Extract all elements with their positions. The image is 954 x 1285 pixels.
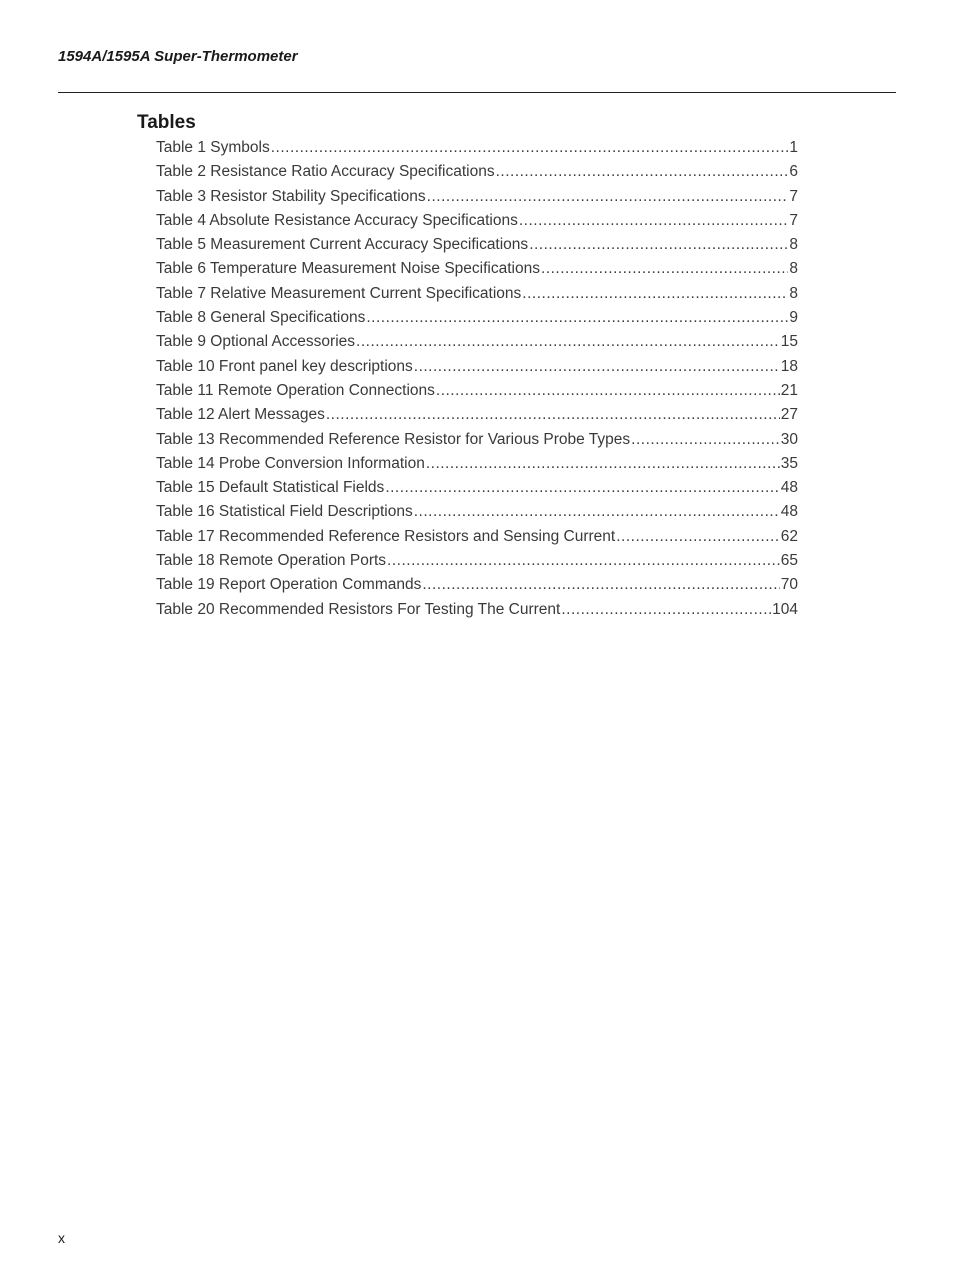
toc-entry-page: 8 <box>789 260 798 278</box>
dot-leader <box>496 163 789 181</box>
toc-entry-title: Table 8 General Specifications <box>156 309 366 327</box>
dot-leader <box>529 236 788 254</box>
toc-entry[interactable] <box>156 601 798 625</box>
toc-entry-page: 18 <box>780 357 798 375</box>
dot-leader <box>522 285 788 303</box>
toc-entry-page: 65 <box>780 552 798 570</box>
dot-leader <box>616 528 780 546</box>
toc-entry[interactable] <box>156 188 798 212</box>
toc-entry-page: 30 <box>780 430 798 448</box>
dot-leader <box>436 382 780 400</box>
toc-entry-page: 27 <box>780 406 798 424</box>
toc-entry[interactable] <box>156 503 798 527</box>
toc-entry[interactable] <box>156 479 798 503</box>
toc-entry-title: Table 11 Remote Operation Connections <box>156 381 435 399</box>
dot-leader <box>561 601 771 619</box>
toc-entry[interactable] <box>156 406 798 430</box>
toc-entry[interactable] <box>156 382 798 406</box>
toc-entry-page: 1 <box>789 139 798 156</box>
toc-entry[interactable] <box>156 285 798 309</box>
toc-entry-title: Table 20 Recommended Resistors For Testing The Current <box>156 600 561 618</box>
dot-leader <box>422 576 779 594</box>
toc-entry-page: 7 <box>789 211 798 229</box>
toc-entry-title: Table 10 Front panel key descriptions <box>156 357 413 375</box>
toc-entry[interactable] <box>156 309 798 333</box>
tables-list <box>156 139 798 625</box>
toc-entry-title: Table 16 Statistical Field Descriptions <box>156 503 413 521</box>
toc-entry-page: 8 <box>789 236 798 254</box>
toc-entry-page: 6 <box>789 163 798 181</box>
toc-entry-title: Table 6 Temperature Measurement Noise Specifications <box>156 260 540 278</box>
dot-leader <box>387 552 780 570</box>
toc-entry[interactable] <box>156 333 798 357</box>
toc-entry-page: 15 <box>780 333 798 351</box>
toc-entry-title: Table 12 Alert Messages <box>156 406 325 424</box>
toc-entry-title: Table 3 Resistor Stability Specifications <box>156 187 426 205</box>
toc-entry-title: Table 5 Measurement Current Accuracy Specifications <box>156 236 529 254</box>
toc-entry-page: 48 <box>780 503 798 521</box>
toc-entry-title: Table 14 Probe Conversion Information <box>156 454 425 472</box>
toc-entry[interactable] <box>156 455 798 479</box>
toc-entry[interactable] <box>156 139 798 163</box>
toc-entry[interactable] <box>156 236 798 260</box>
toc-entry-page: 21 <box>780 381 798 399</box>
toc-entry[interactable] <box>156 552 798 576</box>
running-header: 1594A/1595A Super-Thermometer <box>58 48 298 65</box>
dot-leader <box>366 309 788 327</box>
dot-leader <box>356 333 780 351</box>
toc-entry-title: Table 4 Absolute Resistance Accuracy Specifications <box>156 211 518 229</box>
page-number: x <box>58 1230 65 1246</box>
toc-entry-title: Table 9 Optional Accessories <box>156 333 356 351</box>
toc-entry-page: 48 <box>780 479 798 497</box>
dot-leader <box>541 260 788 278</box>
dot-leader <box>519 212 789 230</box>
toc-entry-title: Table 2 Resistance Ratio Accuracy Specifications <box>156 163 495 181</box>
toc-entry-title: Table 15 Default Statistical Fields <box>156 479 385 497</box>
toc-entry-page: 62 <box>780 527 798 545</box>
dot-leader <box>326 406 780 424</box>
toc-entry[interactable] <box>156 260 798 284</box>
toc-entry[interactable] <box>156 431 798 455</box>
toc-entry[interactable] <box>156 576 798 600</box>
section-title: Tables <box>137 112 196 133</box>
dot-leader <box>414 503 780 521</box>
header-rule <box>58 92 896 93</box>
toc-entry[interactable] <box>156 212 798 236</box>
toc-entry-page: 104 <box>772 600 798 618</box>
dot-leader <box>631 431 780 449</box>
dot-leader <box>414 358 780 376</box>
toc-entry[interactable] <box>156 528 798 552</box>
toc-entry-title: Table 17 Recommended Reference Resistors and Sensing Current <box>156 527 616 545</box>
toc-entry-title: Table 1 Symbols <box>156 139 270 156</box>
toc-entry-page: 70 <box>780 576 798 594</box>
toc-entry-page: 35 <box>780 454 798 472</box>
toc-entry[interactable] <box>156 163 798 187</box>
dot-leader <box>427 188 789 206</box>
toc-entry-page: 9 <box>789 309 798 327</box>
dot-leader <box>271 139 789 157</box>
toc-entry-title: Table 19 Report Operation Commands <box>156 576 422 594</box>
dot-leader <box>385 479 779 497</box>
toc-entry-title: Table 13 Recommended Reference Resistor for Various Probe Types <box>156 430 631 448</box>
toc-entry-page: 8 <box>789 284 798 302</box>
toc-entry-title: Table 18 Remote Operation Ports <box>156 552 387 570</box>
toc-entry[interactable] <box>156 358 798 382</box>
toc-entry-page: 7 <box>789 187 798 205</box>
toc-entry-title: Table 7 Relative Measurement Current Specifications <box>156 284 522 302</box>
dot-leader <box>426 455 780 473</box>
